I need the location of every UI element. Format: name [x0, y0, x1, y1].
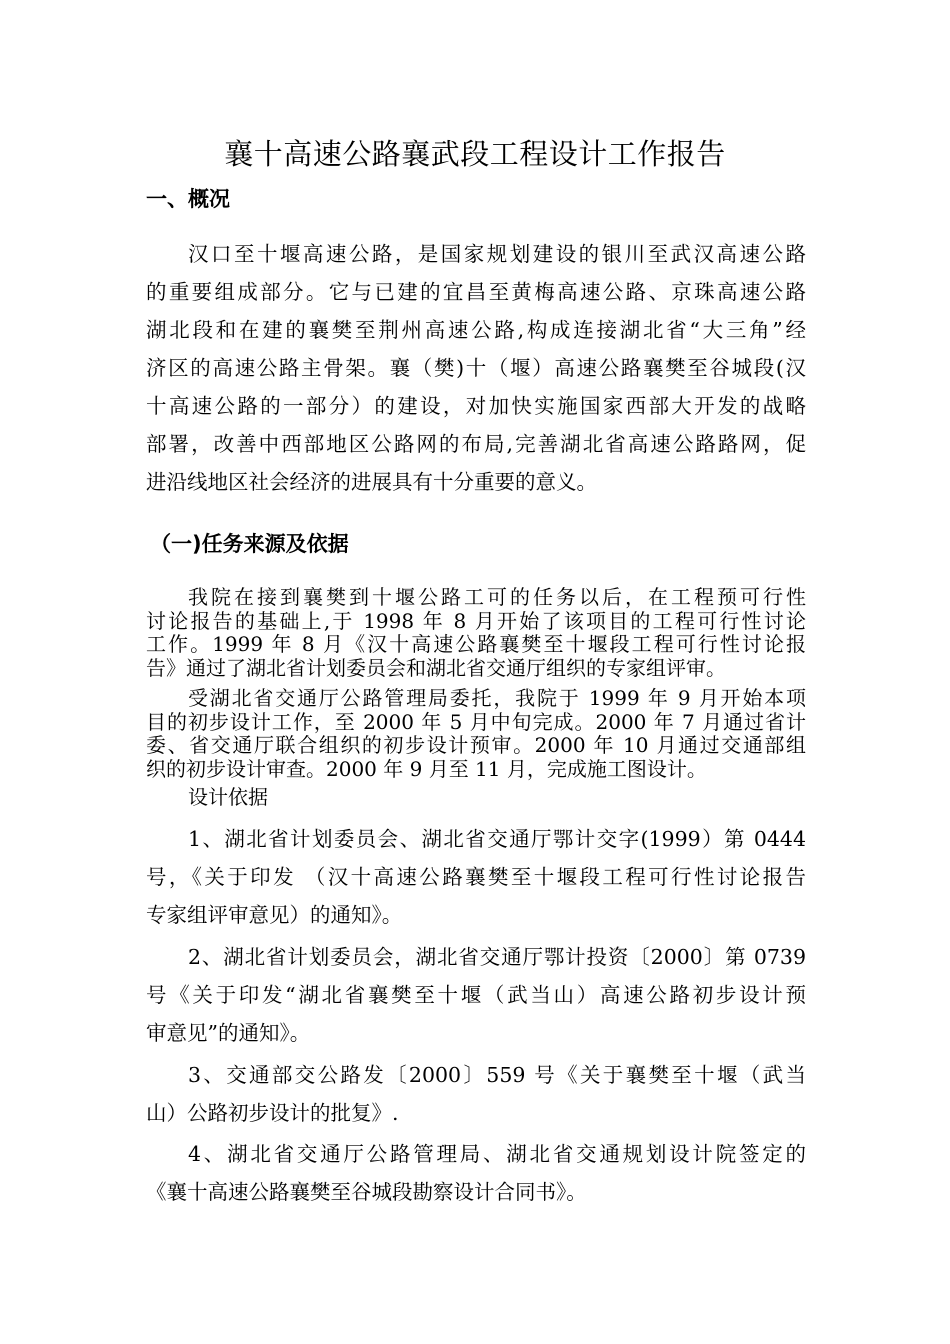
- text-line: 告》通过了湖北省计划委员会和湖北省交通厅组织的专家组评审。: [146, 655, 726, 680]
- text-line: 委、省交通厅联合组织的初步设计预审。2000 年 10 月通过交通部组: [146, 733, 806, 757]
- design-basis-label: [146, 786, 806, 810]
- design-timeline-paragraph: [146, 687, 806, 781]
- task-source-paragraph: [146, 586, 806, 680]
- subsection-heading-task-source: （一)任务来源及依据: [150, 532, 349, 556]
- text-line: 受湖北省交通厅公路管理局委托，我院于 1999 年 9 月开始本项: [188, 686, 806, 710]
- text-line: 济区的高速公路主骨架。襄（樊)十（堰）高速公路襄樊至谷城段(汉: [146, 356, 806, 380]
- text-line: 1、湖北省计划委员会、湖北省交通厅鄂计交字(1999）第 0444: [188, 827, 806, 851]
- text-line: 4、湖北省交通厅公路管理局、湖北省交通规划设计院签定的: [188, 1142, 806, 1166]
- text-line: 山）公路初步设计的批复》.: [146, 1101, 399, 1125]
- text-line: 的重要组成部分。它与已建的宜昌至黄梅高速公路、京珠高速公路: [146, 280, 806, 304]
- text-line: 织的初步设计审查。2000 年 9 月至 11 月，完成施工图设计。: [146, 756, 707, 781]
- text-line: 目的初步设计工作，至 2000 年 5 月中旬完成。2000 年 7 月通过省计: [146, 709, 806, 734]
- text-line: 审意见”的通知》。: [146, 1021, 311, 1045]
- text-line: 工作。1999 年 8 月《汉十高速公路襄樊至十堰段工程可行性讨论报: [146, 632, 806, 656]
- section-heading-overview: 一、概况: [146, 187, 230, 211]
- basis-item-4: [146, 1135, 806, 1211]
- text-line: 专家组评审意见）的通知》。: [146, 903, 403, 927]
- text-line: 进沿线地区社会经济的进展具有十分重要的意义。: [146, 470, 597, 494]
- text-line: 2、湖北省计划委员会，湖北省交通厅鄂计投资〔2000〕第 0739: [188, 945, 806, 969]
- text-line: 汉口至十堰高速公路，是国家规划建设的银川至武汉高速公路: [188, 242, 806, 266]
- text-line: 十高速公路的一部分）的建设，对加快实施国家西部大开发的战略: [146, 394, 806, 418]
- document-title: 襄十高速公路襄武段工程设计工作报告: [224, 137, 726, 171]
- overview-paragraph: [146, 235, 806, 501]
- text-line: 设计依据: [188, 785, 268, 809]
- text-line: 3、交通部交公路发〔2000〕559 号《关于襄樊至十堰（武当: [188, 1063, 806, 1087]
- text-line: 号，《关于印发 （汉十高速公路襄樊至十堰段工程可行性讨论报告: [146, 865, 806, 889]
- basis-item-1: [146, 820, 806, 934]
- text-line: 《襄十高速公路襄樊至谷城段勘察设计合同书》。: [146, 1180, 587, 1204]
- text-line: 湖北段和在建的襄樊至荆州高速公路,构成连接湖北省“大三角”经: [146, 318, 806, 342]
- basis-item-3: [146, 1056, 806, 1132]
- text-line: 讨论报告的基础上,于 1998 年 8 月开始了该项目的工程可行性讨论: [146, 608, 806, 633]
- text-line: 部署，改善中西部地区公路网的布局,完善湖北省高速公路路网，促: [146, 432, 806, 456]
- text-line: 我院在接到襄樊到十堰公路工可的任务以后，在工程预可行性: [188, 585, 806, 609]
- text-line: 号《关于印发“湖北省襄樊至十堰（武当山）高速公路初步设计预: [146, 983, 806, 1007]
- basis-item-2: [146, 938, 806, 1052]
